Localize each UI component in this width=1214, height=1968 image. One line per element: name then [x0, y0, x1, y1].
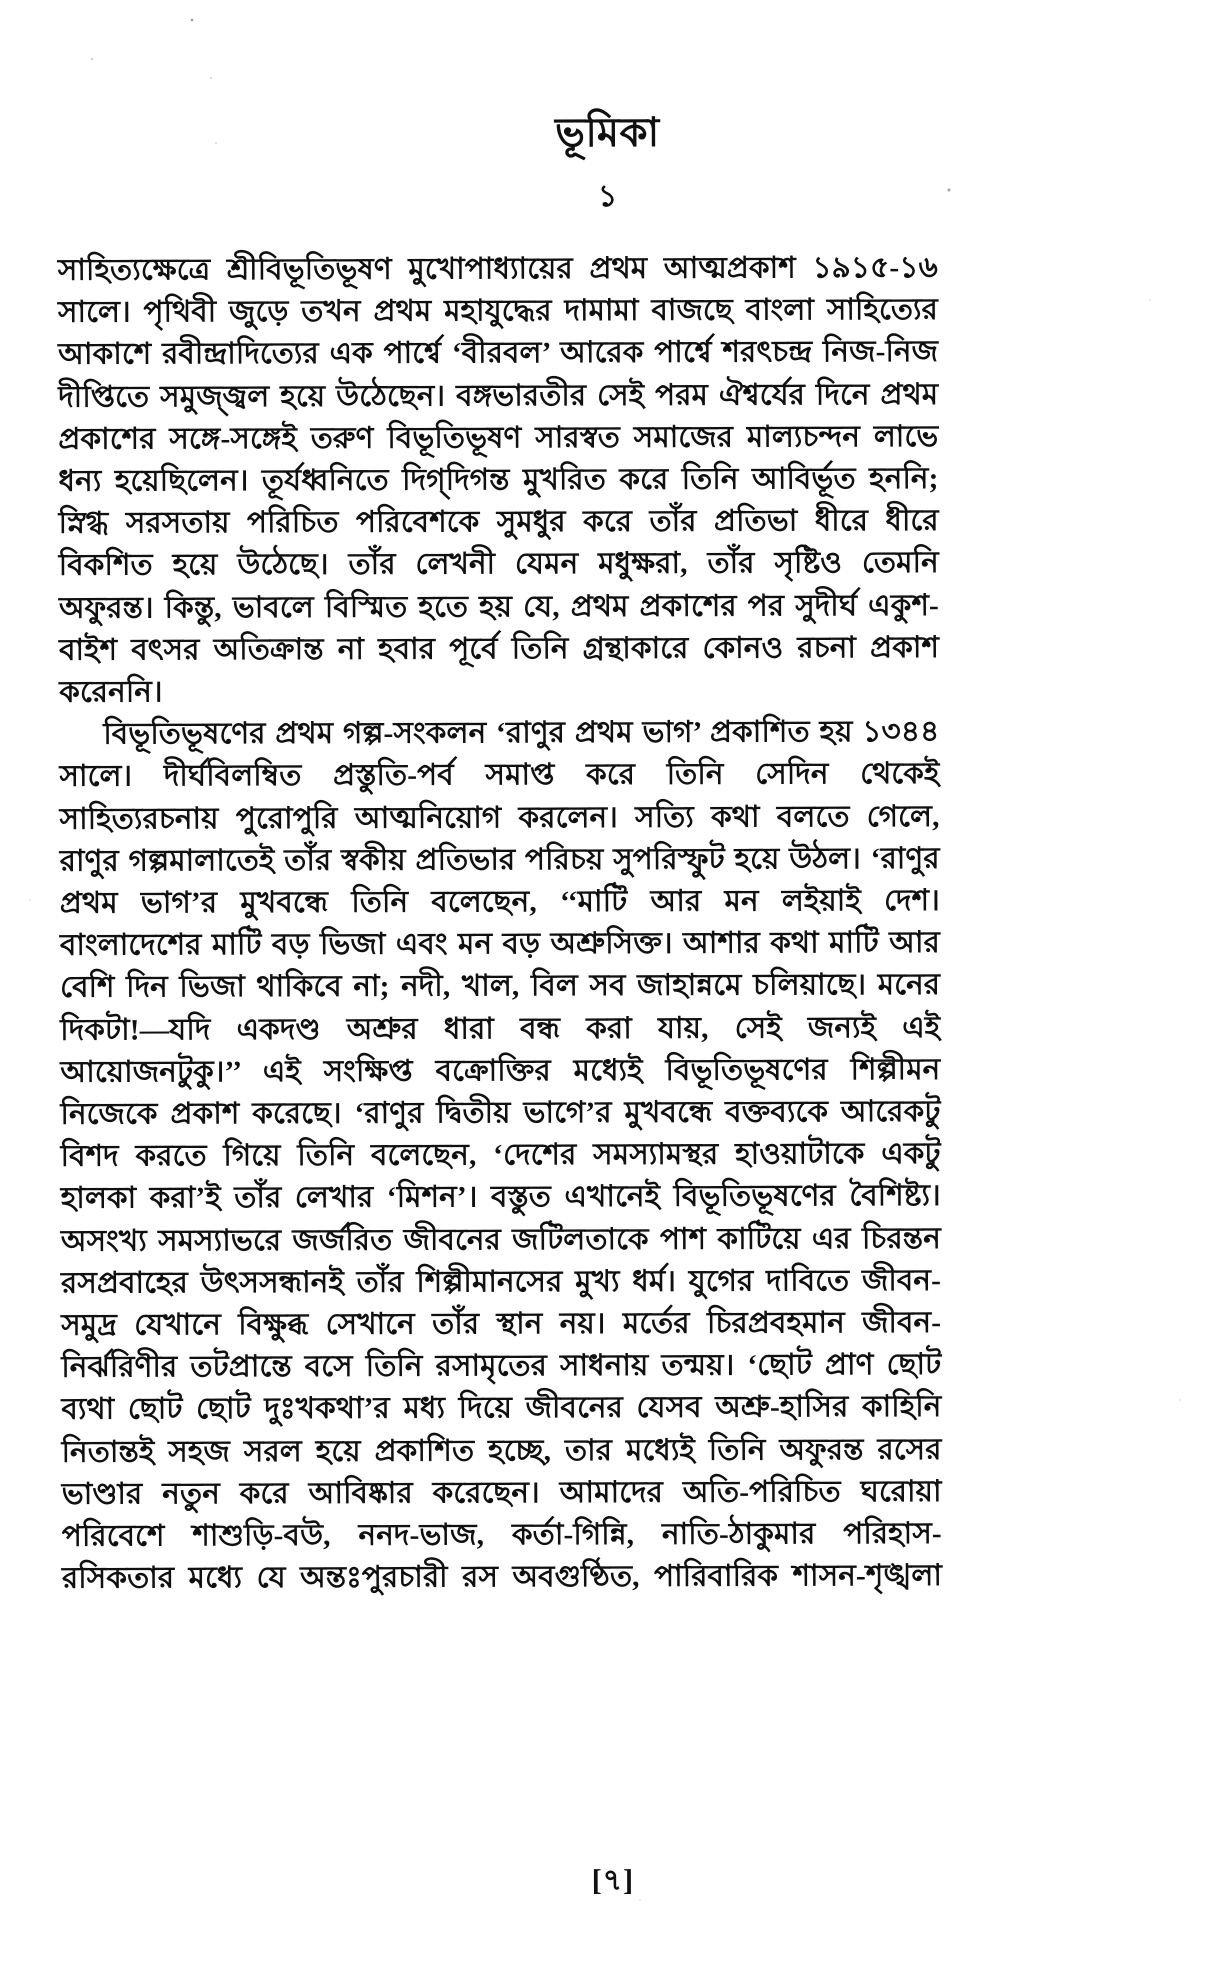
paragraph-2: বিভূতিভূষণের প্রথম গল্প-সংকলন ‘রাণুর প্রথম ভাগ’ প্রকাশিত হয় ১৩৪৪ সালে। দীর্ঘবিলম্বিত প্রস্তুতি-পর্ব সমাপ্ত করে তিনি সেদিন থেকেই সাহিত্যরচনায় পুরোপুরি আত্মনিয়োগ করলেন। সত্যি কথা বলতে গেলে, রাণুর গল্পমালাতেই তাঁর স্বকীয় প্রতিভার পরিচয় সুপরিস্ফুট হয়ে উঠল। ‘রাণুর প্রথম ভাগ’র মুখবন্ধে তিনি বলেছেন, ‘‘মাটি আর মন লইয়াই দেশ। বাংলাদেশের মাটি বড় ভিজা এবং মন বড় অশ্রুসিক্ত। আশার কথা মাটি আর বেশি দিন ভিজা থাকিবে না; নদী, খাল, বিল সব জাহান্নমে চলিয়াছে। মনের দিকটা!—যদি একদণ্ড অশ্রুর ধারা বন্ধ করা যায়, সেই জন্যই এই আয়োজনটুকু।’’ এই সংক্ষিপ্ত বক্রোক্তির মধ্যেই বিভূতিভূষণের শিল্পীমন নিজেকে প্রকাশ করেছে। ‘রাণুর দ্বিতীয় ভাগে’র মুখবন্ধে বক্তব্যকে আরেকটু বিশদ করতে গিয়ে তিনি বলেছেন, ‘দেশের সমস্যামস্থর হাওয়াটাকে একটু হালকা করা’ই তাঁর লেখার ‘মিশন’। বস্তুত এখানেই বিভূতিভূষণের বৈশিষ্ট্য। অসংখ্য সমস্যাভরে জর্জরিত জীবনের জটিলতাকে পাশ কাটিয়ে এর চিরন্তন রসপ্রবাহের উৎসসন্ধানই তাঁর শিল্পীমানসের মুখ্য ধর্ম। যুগের দাবিতে জীবন-সমুদ্র যেখানে বিক্ষুব্ধ সেখানে তাঁর স্থান নয়। মর্তের চিরপ্রবহমান জীবন-নির্ঝরিণীর তটপ্রান্তে বসে তিনি রসামৃতের সাধনায় তন্ময়। ‘ছোট প্রাণ ছোট ব্যথা ছোট ছোট দুঃখকথা’র মধ্য দিয়ে জীবনের যেসব অশ্রু-হাসির কাহিনি নিতান্তই সহজ সরল হয়ে প্রকাশিত হচ্ছে, তার মধ্যেই তিনি অফুরন্ত রসের ভাণ্ডার নতুন করে আবিষ্কার করেছেন। আমাদের অতি-পরিচিত ঘরোয়া পরিবেশে শাশুড়ি-বউ, ননদ-ভাজ, কর্তা-গিন্নি, নাতি-ঠাকুমার পরিহাস-রসিকতার মধ্যে যে অন্তঃপুরচারী রস অবগুণ্ঠিত, পারিবারিক শাসন-শৃঙ্খলা	[59, 716, 943, 1596]
section-number: ১	[597, 179, 618, 214]
page-title: ভূমিকা	[555, 109, 660, 156]
page-number: [৭]	[591, 1863, 635, 1898]
body-text-block	[58, 247, 942, 1642]
paragraph-1: সাহিত্যক্ষেত্রে শ্রীবিভূতিভূষণ মুখোপাধ্যায়ের প্রথম আত্মপ্রকাশ ১৯১৫-১৬ সালে। পৃথিবী জুড়ে তখন প্রথম মহাযুদ্ধের দামামা বাজছে বাংলা সাহিত্যের আকাশে রবীন্দ্রাদিত্যের এক পার্শ্বে ‘বীরবল’ আরেক পার্শ্বে শরৎচন্দ্র নিজ-নিজ দীপ্তিতে সমুজ্জ্বল হয়ে উঠেছেন। বঙ্গভারতীর সেই পরম ঐশ্বর্যের দিনে প্রথম প্রকাশের সঙ্গে-সঙ্গেই তরুণ বিভূতিভূষণ সারস্বত সমাজের মাল্যচন্দন লাভে ধন্য হয়েছিলেন। তূর্যধ্বনিতে দিগ্‌দিগন্ত মুখরিত করে তিনি আবির্ভূত হননি; স্নিগ্ধ সরসতায় পরিচিত পরিবেশকে সুমধুর করে তাঁর প্রতিভা ধীরে ধীরে বিকশিত হয়ে উঠেছে। তাঁর লেখনী যেমন মধুক্ষরা, তাঁর সৃষ্টিও তেমনি অফুরন্ত। কিন্তু, ভাবলে বিস্মিত হতে হয় যে, প্রথম প্রকাশের পর সুদীর্ঘ একুশ-বাইশ বৎসর অতিক্রান্ত না হবার পূর্বে তিনি গ্রন্থাকারে কোনও রচনা প্রকাশ করেননি।	[57, 251, 940, 709]
